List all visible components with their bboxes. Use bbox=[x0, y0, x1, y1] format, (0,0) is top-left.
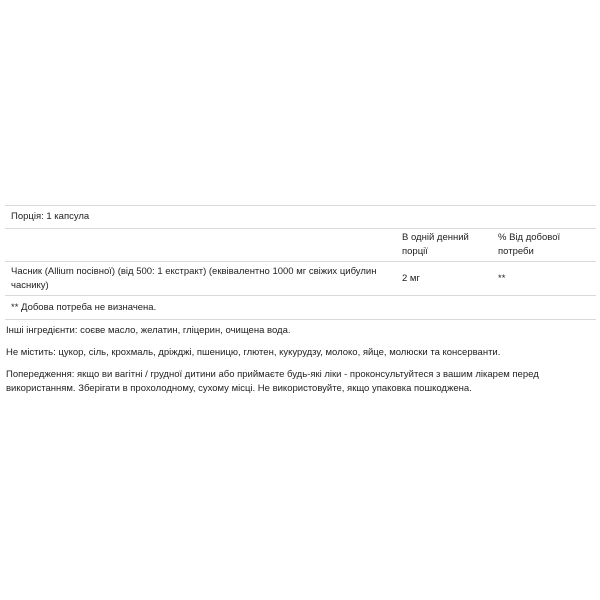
warning-statement: Попередження: якщо ви вагітні / грудної дитини або приймаєте будь-які ліки - проконсультуйтеся з вашим лікарем перед використанням. Зберігати в прохолодному, сухому місці. Не використовуйте, якщо упаковка пошкоджена. bbox=[6, 369, 539, 394]
table-row bbox=[5, 262, 596, 295]
serving-size-text: Порція: 1 капсула bbox=[11, 211, 90, 222]
footnote-text: ** Добова потреба не визначена. bbox=[11, 301, 157, 313]
other-ingredients: Інші інгредієнти: соєве масло, желатин, гліцерин, очищена вода. bbox=[6, 325, 291, 336]
header-daily-value: % Від добової потреби bbox=[498, 232, 561, 257]
table-header-row bbox=[5, 229, 596, 261]
ingredient-name: Часник (Allium посівної) (від 500: 1 екстракт) (еквівалентно 1000 мг свіжих цибулин часнику) bbox=[11, 265, 377, 291]
supplement-facts-panel bbox=[5, 205, 596, 320]
serving-size bbox=[5, 206, 596, 228]
divider bbox=[5, 319, 596, 320]
ingredient-daily-value: ** bbox=[498, 272, 506, 284]
footnote-row bbox=[5, 296, 596, 319]
header-per-serving: В одній денний порції bbox=[402, 232, 469, 257]
free-from-statement: Не містить: цукор, сіль, крохмаль, дріжджі, пшеницю, глютен, кукурудзу, молоко, яйце, молюски та консерванти. bbox=[6, 347, 501, 358]
ingredient-amount: 2 мг bbox=[402, 272, 420, 284]
